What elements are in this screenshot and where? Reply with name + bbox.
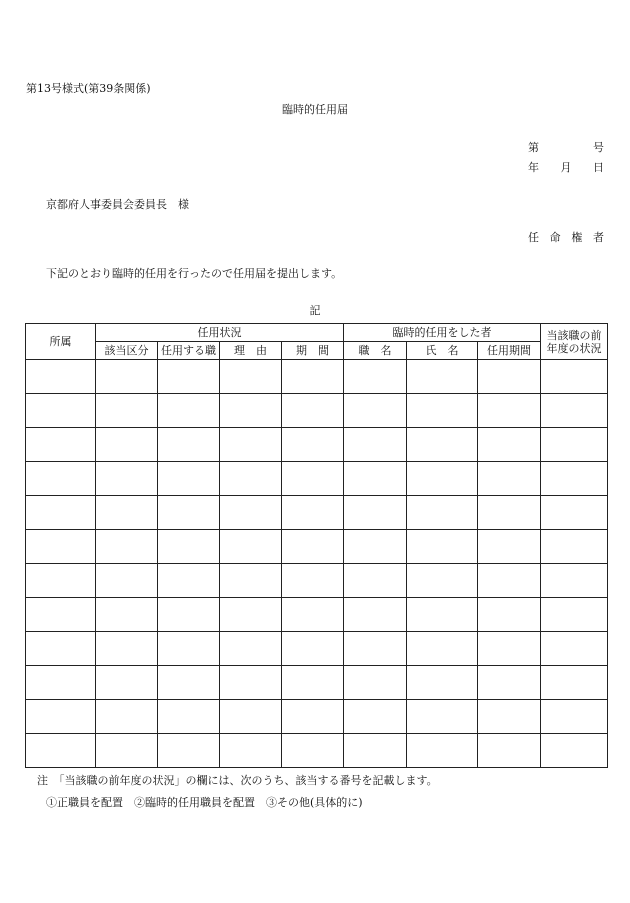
table-cell[interactable] (282, 564, 344, 598)
table-cell[interactable] (220, 496, 282, 530)
table-cell[interactable] (541, 462, 608, 496)
table-cell[interactable] (407, 428, 478, 462)
table-cell[interactable] (26, 598, 96, 632)
table-row (26, 598, 608, 632)
table-cell[interactable] (541, 632, 608, 666)
appointment-table (25, 323, 608, 768)
table-cell[interactable] (158, 462, 220, 496)
table-cell[interactable] (541, 530, 608, 564)
table-cell[interactable] (158, 632, 220, 666)
table-cell[interactable] (282, 734, 344, 768)
table-cell[interactable] (407, 632, 478, 666)
form-number: 第13号様式(第39条関係) (26, 82, 151, 95)
table-cell[interactable] (478, 666, 541, 700)
table-cell[interactable] (282, 428, 344, 462)
note-line-2: ①正職員を配置 ②臨時的任用職員を配置 ③その他(具体的に) (46, 796, 363, 809)
table-cell[interactable] (220, 360, 282, 394)
table-cell[interactable] (26, 666, 96, 700)
table-row (26, 394, 608, 428)
appointer-char: 命 (549, 231, 561, 244)
table-row (26, 666, 608, 700)
table-cell[interactable] (220, 564, 282, 598)
table-cell[interactable] (96, 360, 158, 394)
table-cell[interactable] (407, 360, 478, 394)
table-cell[interactable] (158, 666, 220, 700)
table-cell[interactable] (96, 666, 158, 700)
table-cell[interactable] (220, 428, 282, 462)
table-cell[interactable] (220, 734, 282, 768)
table-row (26, 632, 608, 666)
appointer (528, 229, 604, 245)
table-cell[interactable] (96, 564, 158, 598)
table-row (26, 428, 608, 462)
table-cell[interactable] (158, 394, 220, 428)
table-cell[interactable] (220, 394, 282, 428)
header-shimei: 氏 名 (407, 342, 478, 360)
table-cell[interactable] (96, 530, 158, 564)
table-cell[interactable] (407, 598, 478, 632)
number-prefix: 第 (528, 141, 539, 154)
table-cell[interactable] (26, 564, 96, 598)
table-cell[interactable] (407, 394, 478, 428)
ki-heading: 記 (309, 304, 321, 317)
table-cell[interactable] (478, 734, 541, 768)
table-cell[interactable] (26, 428, 96, 462)
table-cell[interactable] (96, 598, 158, 632)
note-line-1: 注 「当該職の前年度の状況」の欄には、次のうち、該当する番号を記載します。 (37, 774, 438, 787)
table-cell[interactable] (344, 632, 407, 666)
table-cell[interactable] (478, 598, 541, 632)
table-cell[interactable] (96, 394, 158, 428)
table-cell[interactable] (26, 394, 96, 428)
table-row (26, 700, 608, 734)
table-cell[interactable] (158, 564, 220, 598)
statement: 下記のとおり臨時的任用を行ったので任用届を提出します。 (46, 267, 343, 280)
table-cell[interactable] (158, 360, 220, 394)
table-cell[interactable] (282, 496, 344, 530)
table-cell[interactable] (26, 462, 96, 496)
table-cell[interactable] (478, 564, 541, 598)
table-cell[interactable] (220, 666, 282, 700)
table-cell[interactable] (26, 632, 96, 666)
table-cell[interactable] (407, 734, 478, 768)
table-cell[interactable] (541, 360, 608, 394)
table-cell[interactable] (282, 598, 344, 632)
table-cell[interactable] (158, 428, 220, 462)
table-cell[interactable] (344, 734, 407, 768)
table-cell[interactable] (478, 428, 541, 462)
table-cell[interactable] (407, 462, 478, 496)
table-body (26, 360, 608, 768)
table-cell[interactable] (282, 462, 344, 496)
table-cell[interactable] (96, 632, 158, 666)
table-cell[interactable] (541, 700, 608, 734)
table-row (26, 530, 608, 564)
table-cell[interactable] (344, 496, 407, 530)
table-cell[interactable] (96, 734, 158, 768)
table-cell[interactable] (478, 394, 541, 428)
table-cell[interactable] (541, 598, 608, 632)
table-cell[interactable] (26, 700, 96, 734)
table-cell[interactable] (541, 394, 608, 428)
table-cell[interactable] (344, 360, 407, 394)
appointer-char: 者 (592, 231, 604, 244)
table-cell[interactable] (282, 666, 344, 700)
table-cell[interactable] (541, 564, 608, 598)
table-cell[interactable] (158, 734, 220, 768)
table-cell[interactable] (282, 632, 344, 666)
date-month: 月 (560, 161, 572, 174)
date-year: 年 (528, 161, 539, 174)
table-cell[interactable] (407, 530, 478, 564)
header-ninyo-kikan: 任用期間 (478, 342, 541, 360)
table-cell[interactable] (541, 428, 608, 462)
table-cell[interactable] (282, 394, 344, 428)
table-cell[interactable] (282, 700, 344, 734)
table-row (26, 496, 608, 530)
table-cell[interactable] (344, 428, 407, 462)
header-shozoku: 所属 (26, 324, 96, 360)
document-title: 臨時的任用届 (282, 103, 348, 116)
table-cell[interactable] (478, 360, 541, 394)
table-cell[interactable] (220, 632, 282, 666)
table-cell[interactable] (344, 530, 407, 564)
table-cell[interactable] (282, 530, 344, 564)
appointer-char: 任 (528, 231, 539, 244)
table-cell[interactable] (407, 564, 478, 598)
table-cell[interactable] (407, 496, 478, 530)
table-cell[interactable] (478, 496, 541, 530)
table-cell[interactable] (220, 462, 282, 496)
table-cell[interactable] (541, 666, 608, 700)
table-cell[interactable] (407, 666, 478, 700)
appointer-char: 権 (571, 231, 583, 244)
document-number-field (528, 139, 604, 155)
table-cell[interactable] (344, 564, 407, 598)
header-shokumei: 職 名 (344, 342, 407, 360)
addressee: 京都府人事委員会委員長 様 (46, 198, 189, 211)
table-cell[interactable] (96, 428, 158, 462)
table-row (26, 360, 608, 394)
table-cell[interactable] (478, 462, 541, 496)
table-cell[interactable] (96, 462, 158, 496)
table-cell[interactable] (158, 598, 220, 632)
table-cell[interactable] (158, 700, 220, 734)
date-day: 日 (593, 161, 604, 174)
table-cell[interactable] (344, 700, 407, 734)
table-cell[interactable] (26, 734, 96, 768)
table-cell[interactable] (344, 394, 407, 428)
table-cell[interactable] (220, 530, 282, 564)
header-gaito-kubun: 該当区分 (96, 342, 158, 360)
table-cell[interactable] (344, 462, 407, 496)
table-cell[interactable] (541, 496, 608, 530)
date-field (528, 159, 604, 175)
table-cell[interactable] (344, 598, 407, 632)
table-row (26, 564, 608, 598)
table-cell[interactable] (478, 700, 541, 734)
table-cell[interactable] (344, 666, 407, 700)
table-cell[interactable] (26, 496, 96, 530)
table-cell[interactable] (158, 530, 220, 564)
table-row (26, 734, 608, 768)
table-cell[interactable] (96, 700, 158, 734)
table-cell[interactable] (407, 700, 478, 734)
table-row (26, 462, 608, 496)
table-cell[interactable] (282, 360, 344, 394)
table-cell[interactable] (26, 530, 96, 564)
table-cell[interactable] (26, 360, 96, 394)
table-cell[interactable] (478, 530, 541, 564)
header-appointed-person: 臨時的任用をした者 (344, 324, 541, 342)
table-cell[interactable] (158, 496, 220, 530)
header-prev-year-status: 当該職の前年度の状況 (541, 324, 608, 360)
table-cell[interactable] (478, 632, 541, 666)
number-suffix: 号 (593, 141, 604, 154)
table-cell[interactable] (96, 496, 158, 530)
table-cell[interactable] (220, 700, 282, 734)
table-cell[interactable] (220, 598, 282, 632)
header-ninyo-shoku: 任用する職 (158, 342, 220, 360)
header-riyu: 理 由 (220, 342, 282, 360)
header-ninyo-jokyo: 任用状況 (96, 324, 344, 342)
table-cell[interactable] (541, 734, 608, 768)
header-kikan: 期 間 (282, 342, 344, 360)
